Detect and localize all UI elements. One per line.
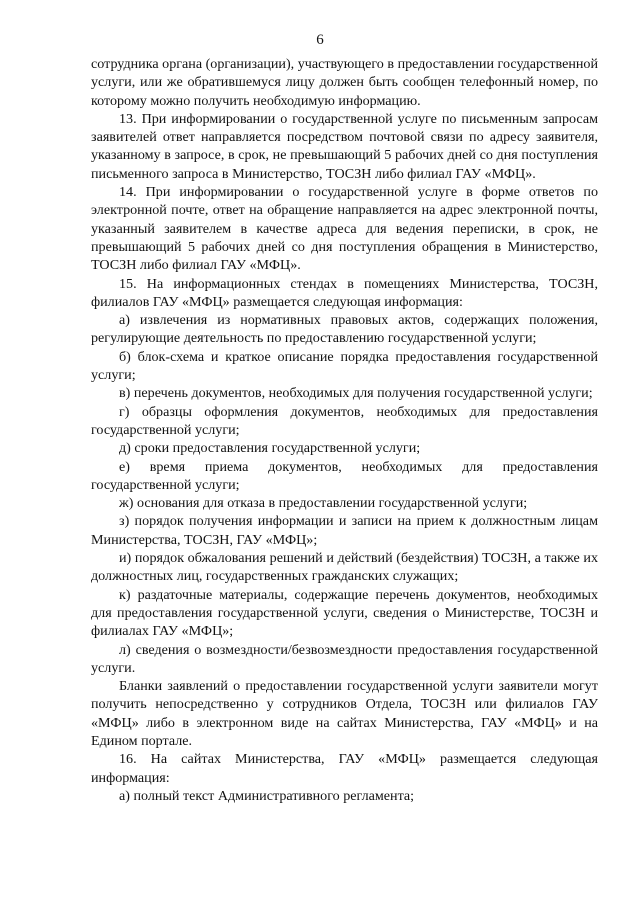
paragraph-continuation: сотрудника органа (организации), участвующего в предоставлении государственной услуги, или же обратившемуся лицу должен быть сообщен телефонный номер, по которому можно получить необходимую информацию. — [91, 56, 598, 109]
list-item-zh: ж) основания для отказа в предоставлении государственной услуги; — [119, 495, 528, 512]
list-item-e: е) время приема документов, необходимых для предоставления государственной услуги; — [91, 458, 598, 493]
paragraph-forms: Бланки заявлений о предоставлении государственной услуги заявители могут получить непосредственно у сотрудников Отдела, ТОСЗН или филиалов ГАУ «МФЦ» либо в электронном виде на сайтах Министерства, ГАУ «МФЦ» и на Едином портале. — [91, 678, 598, 749]
list-item-a: а) извлечения из нормативных правовых актов, содержащих положения, регулирующие деятельность по предоставлению государственной услуги; — [91, 312, 598, 347]
list-item-v: в) перечень документов, необходимых для получения государственной услуги; — [119, 385, 593, 402]
paragraph-14: 14. При информировании о государственной услуге в форме ответов по электронной почте, ответ на обращение направляется на адрес электронной почты, указанный заявителем в качестве адреса для ведения переписки, в срок, не превышающий 5 рабочих дней со дня поступления обращения в Министерство, ТОСЗН либо филиал ГАУ «МФЦ». — [91, 184, 598, 274]
paragraph-15: 15. На информационных стендах в помещениях Министерства, ТОСЗН, филиалов ГАУ «МФЦ» размещается следующая информация: — [91, 275, 598, 310]
paragraph-13: 13. При информировании о государственной услуге по письменным запросам заявителей ответ направляется посредством почтовой связи по адресу заявителя, указанному в запросе, в срок, не превышающий 5 рабочих дней со дня поступления письменного запроса в Министерство, ТОСЗН либо филиал ГАУ «МФЦ». — [91, 110, 598, 182]
document-body — [91, 55, 598, 805]
page-number: 6 — [316, 32, 324, 48]
list-item-k: к) раздаточные материалы, содержащие перечень документов, необходимых для предоставления государственной услуги, сведения о Министерстве, ТОСЗН и филиалах ГАУ «МФЦ»; — [91, 586, 598, 640]
list-item-z: з) порядок получения информации и записи на прием к должностным лицам Министерства, ТОСЗН, ГАУ «МФЦ»; — [91, 513, 598, 548]
list-item-16-a: а) полный текст Административного регламента; — [119, 787, 415, 804]
list-item-d: д) сроки предоставления государственной услуги; — [119, 440, 421, 457]
list-item-l: л) сведения о возмездности/безвозмездности предоставления государственной услуги. — [91, 641, 598, 676]
list-item-i: и) порядок обжалования решений и действий (бездействия) ТОСЗН, а также их должностных лиц, государственных гражданских служащих; — [91, 550, 598, 585]
list-item-g: г) образцы оформления документов, необходимых для предоставления государственной услуги; — [91, 403, 598, 438]
list-item-b: б) блок-схема и краткое описание порядка предоставления государственной услуги; — [91, 348, 598, 384]
paragraph-16: 16. На сайтах Министерства, ГАУ «МФЦ» размещается следующая информация: — [91, 751, 598, 786]
